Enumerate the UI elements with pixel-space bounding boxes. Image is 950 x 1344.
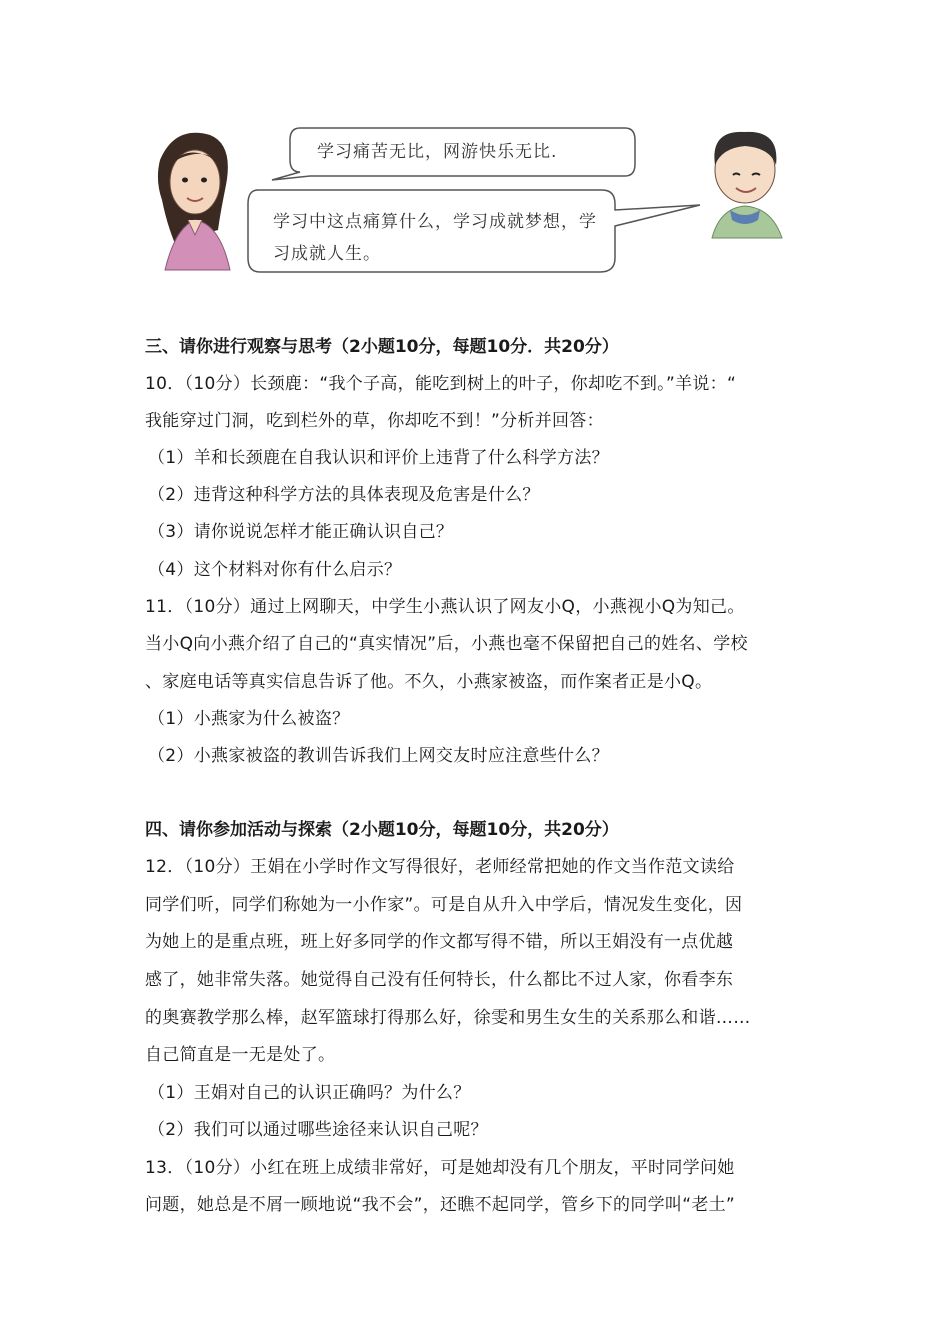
q12-line2: 同学们听，同学们称她为一小作家”。可是自从升入中学后，情况发生变化，因 bbox=[145, 895, 743, 915]
q11-line1: 11．（10分）通过上网聊天，中学生小燕认识了网友小Q，小燕视小Q为知己。 bbox=[145, 597, 745, 617]
q12-line1: 12．（10分）王娟在小学时作文写得很好，老师经常把她的作文当作范文读给 bbox=[145, 857, 735, 877]
section4-heading: 四、请你参加活动与探索（2小题10分，每题10分，共20分） bbox=[145, 820, 619, 840]
bubble-top-text: 学习痛苦无比，网游快乐无比. bbox=[317, 142, 558, 162]
q11-line3: 、家庭电话等真实信息告诉了他。不久，小燕家被盗，而作案者正是小Q。 bbox=[145, 672, 713, 692]
boy-figure bbox=[712, 132, 782, 238]
q10-sub4: （4）这个材料对你有什么启示？ bbox=[148, 560, 402, 580]
q10-sub2: （2）违背这种科学方法的具体表现及危害是什么？ bbox=[148, 485, 540, 505]
q10-line2: 我能穿过门洞，吃到栏外的草，你却吃不到！”分析并回答： bbox=[145, 411, 604, 431]
q13-line2: 问题，她总是不屑一顾地说“我不会”，还瞧不起同学，管乡下的同学叫“老土” bbox=[145, 1195, 736, 1215]
q12-line6: 自己简直是一无是处了。 bbox=[145, 1045, 336, 1065]
q11-sub2: （2）小燕家被盗的教训告诉我们上网交友时应注意些什么？ bbox=[148, 746, 609, 766]
bubble-bottom-text bbox=[273, 206, 633, 270]
bubble-bottom-line2: 习成就人生。 bbox=[273, 244, 381, 264]
q10-sub1: （1）羊和长颈鹿在自我认识和评价上违背了什么科学方法？ bbox=[148, 448, 609, 468]
q10-sub3: （3）请你说说怎样才能正确认识自己？ bbox=[148, 522, 454, 542]
q12-line3: 为她上的是重点班，班上好多同学的作文都写得不错，所以王娟没有一点优越 bbox=[145, 932, 734, 952]
q12-line5: 的奥赛教学那么棒，赵军篮球打得那么好，徐雯和男生女生的关系那么和谐…… bbox=[145, 1008, 751, 1028]
q12-sub1: （1）王娟对自己的认识正确吗？为什么？ bbox=[148, 1083, 471, 1103]
q13-line1: 13．（10分）小红在班上成绩非常好，可是她却没有几个朋友，平时同学问她 bbox=[145, 1158, 735, 1178]
q10-line1: 10．（10分）长颈鹿：“我个子高，能吃到树上的叶子，你却吃不到。”羊说：“ bbox=[145, 374, 737, 394]
section3-heading: 三、请你进行观察与思考（2小题10分，每题10分．共20分） bbox=[145, 337, 619, 357]
q11-sub1: （1）小燕家为什么被盗？ bbox=[148, 709, 350, 729]
cartoon-illustration bbox=[140, 120, 820, 290]
q12-sub2: （2）我们可以通过哪些途径来认识自己呢？ bbox=[148, 1120, 488, 1140]
q11-line2: 当小Q向小燕介绍了自己的“真实情况”后，小燕也毫不保留把自己的姓名、学校 bbox=[145, 634, 748, 654]
q12-line4: 感了，她非常失落。她觉得自己没有任何特长，什么都比不过人家，你看李东 bbox=[145, 970, 734, 990]
girl-figure bbox=[158, 133, 230, 270]
bubble-bottom-line1: 学习中这点痛算什么，学习成就梦想，学 bbox=[273, 212, 597, 232]
